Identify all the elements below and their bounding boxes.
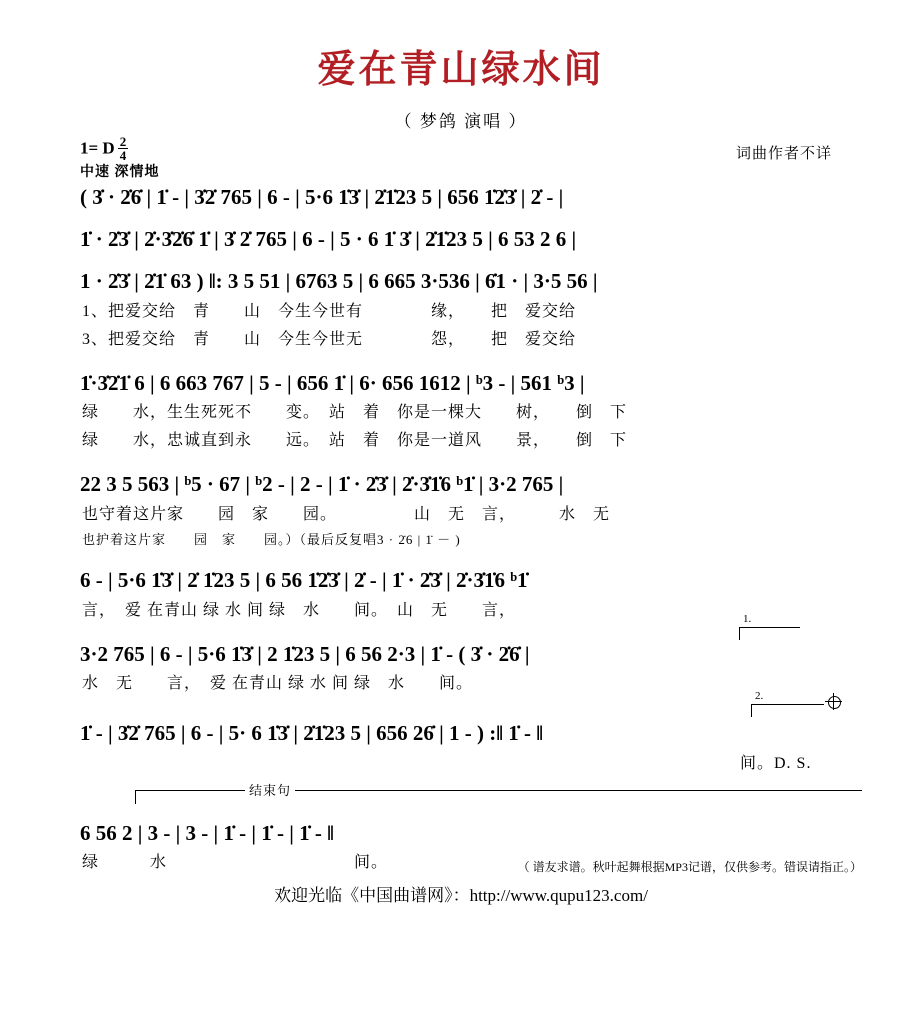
lyric-line: 绿 水 间。	[82, 854, 389, 872]
notation-line: 1 · 2̇3̇ | 2̇1̇ 63 ) ‖: 3 5 51 | 6763 5 | 6 665 3·536 | 6̇1 · | 3·5 56 |	[80, 269, 598, 293]
notation-line: 6 56 2 | 3 - | 3 - | 1̇ - | 1̇ - | 1̇ - ‖	[80, 820, 334, 845]
lyric-line: 水 无 言， 爱 在青山 绿 水 间 绿 水 间。	[82, 675, 474, 693]
second-ending-bracket	[751, 690, 824, 717]
notation-line: 1̇ · 2̇3̇ | 2̇·3̇2̇6̇ 1̇ | 3̇ 2̇ 765 | 6 - | 5 · 6 1̇ 3̇ | 2̇1̇23 5 | 6 53 2 6 |	[80, 227, 577, 251]
music-system-9	[60, 818, 862, 878]
tempo-marking: 中速 深情地	[80, 165, 160, 180]
notation-line: 3·2 765 | 6 - | 5·6 1̇3̇ | 2 1̇23 5 | 6 56 2·3 | 1̇ - ( 3̇ · 2̇6̇ |	[80, 641, 530, 666]
notation-line: 6 - | 5·6 1̇3̇ | 2̇ 1̇23 5 | 6 56 1̇2̇3̇ | 2̇ - | 1̇ · 2̇3̇ | 2̇·3̇1̇6 ᵇ1̇	[80, 568, 528, 593]
time-signature-numerator: 2	[119, 134, 127, 149]
music-system-1	[60, 182, 862, 224]
coda-icon	[827, 692, 840, 710]
lyric-line: 绿 水，生生死死不 变。 站 着 你是一棵大 树， 倒 下	[82, 404, 628, 421]
transcription-note: （ 谱友求谱。秋叶起舞根据MP3记谱，仅供参考。错误请指正。）	[517, 860, 862, 875]
time-signature-denominator: 4	[119, 148, 127, 163]
notation-line: 1̇·3̇2̇1̇ 6 | 6 663 767 | 5 - | 656 1̇ | 6· 656 1612 | ᵇ3 - | 561 ᵇ3 |	[80, 370, 585, 395]
first-ending-bracket	[739, 612, 800, 640]
second-ending-number: 2.	[755, 690, 764, 703]
divider-tick	[135, 790, 136, 804]
lyric-line: 绿 水，忠诚直到永 远。 站 着 你是一道风 景， 倒 下	[82, 432, 628, 449]
key-label: 1= D	[80, 138, 115, 158]
music-system-7	[60, 612, 862, 699]
ending-section-divider	[60, 784, 862, 814]
score-metadata	[0, 136, 922, 182]
lyric-line: 3、把爱交给 青 山 今生今世无 怨， 把 爱交给	[82, 330, 577, 348]
website-footer[interactable]: 欢迎光临《中国曲谱网》：http://www.qupu123.com/	[274, 886, 648, 906]
author-credit: 词曲作者不详	[735, 146, 832, 162]
lyric-line: 间。D. S.	[740, 754, 812, 772]
lyric-line: 1、把爱交给 青 山 今生今世有 缘， 把 爱交给	[82, 302, 577, 320]
first-ending-number: 1.	[743, 612, 752, 625]
music-system-6	[60, 565, 862, 625]
notation-line: 22 3 5 563 | ᵇ5 · 67 | ᵇ2 - | 2 - | 1̇ · 2̇3̇ | 2̇·3̇1̇6 ᵇ1̇ | 3·2 765 |	[80, 472, 564, 496]
music-system-5	[60, 469, 862, 551]
music-system-3	[60, 266, 862, 354]
lyric-line: 言， 爱 在青山 绿 水 间 绿 水 间。 山 无 言，	[82, 601, 517, 619]
time-signature	[118, 135, 129, 162]
key-signature	[80, 136, 128, 163]
lyric-line: 也护着这片家 园 家 园。）（最后反复唱3 · 2̇6 | 1̇ － )	[82, 531, 461, 547]
notation-line: ( 3̇ · 2̇6̇ | 1̇ - | 3̇2̇ 765 | 6 - | 5·6 1̇3̇ | 2̇1̇23 5 | 656 1̇2̇3̇ | 2̇ - |	[80, 185, 564, 209]
music-system-2	[60, 224, 862, 266]
singer-credit: （ 梦鸽 演唱 ）	[394, 112, 528, 131]
notation-line: 1̇ - | 3̇2̇ 765 | 6 - | 5· 6 1̇3̇ | 2̇1̇23 5 | 656 26̇ | 1 - ) :‖ 1̇ - ‖	[80, 721, 544, 746]
page-title: 爱在青山绿水间	[317, 49, 605, 91]
lyric-line: 也守着这片家 园 家 园。 山 无 言， 水 无	[82, 505, 611, 523]
music-system-4	[60, 368, 862, 456]
music-system-8	[60, 690, 862, 778]
ending-section-label: 结束句	[245, 780, 295, 799]
